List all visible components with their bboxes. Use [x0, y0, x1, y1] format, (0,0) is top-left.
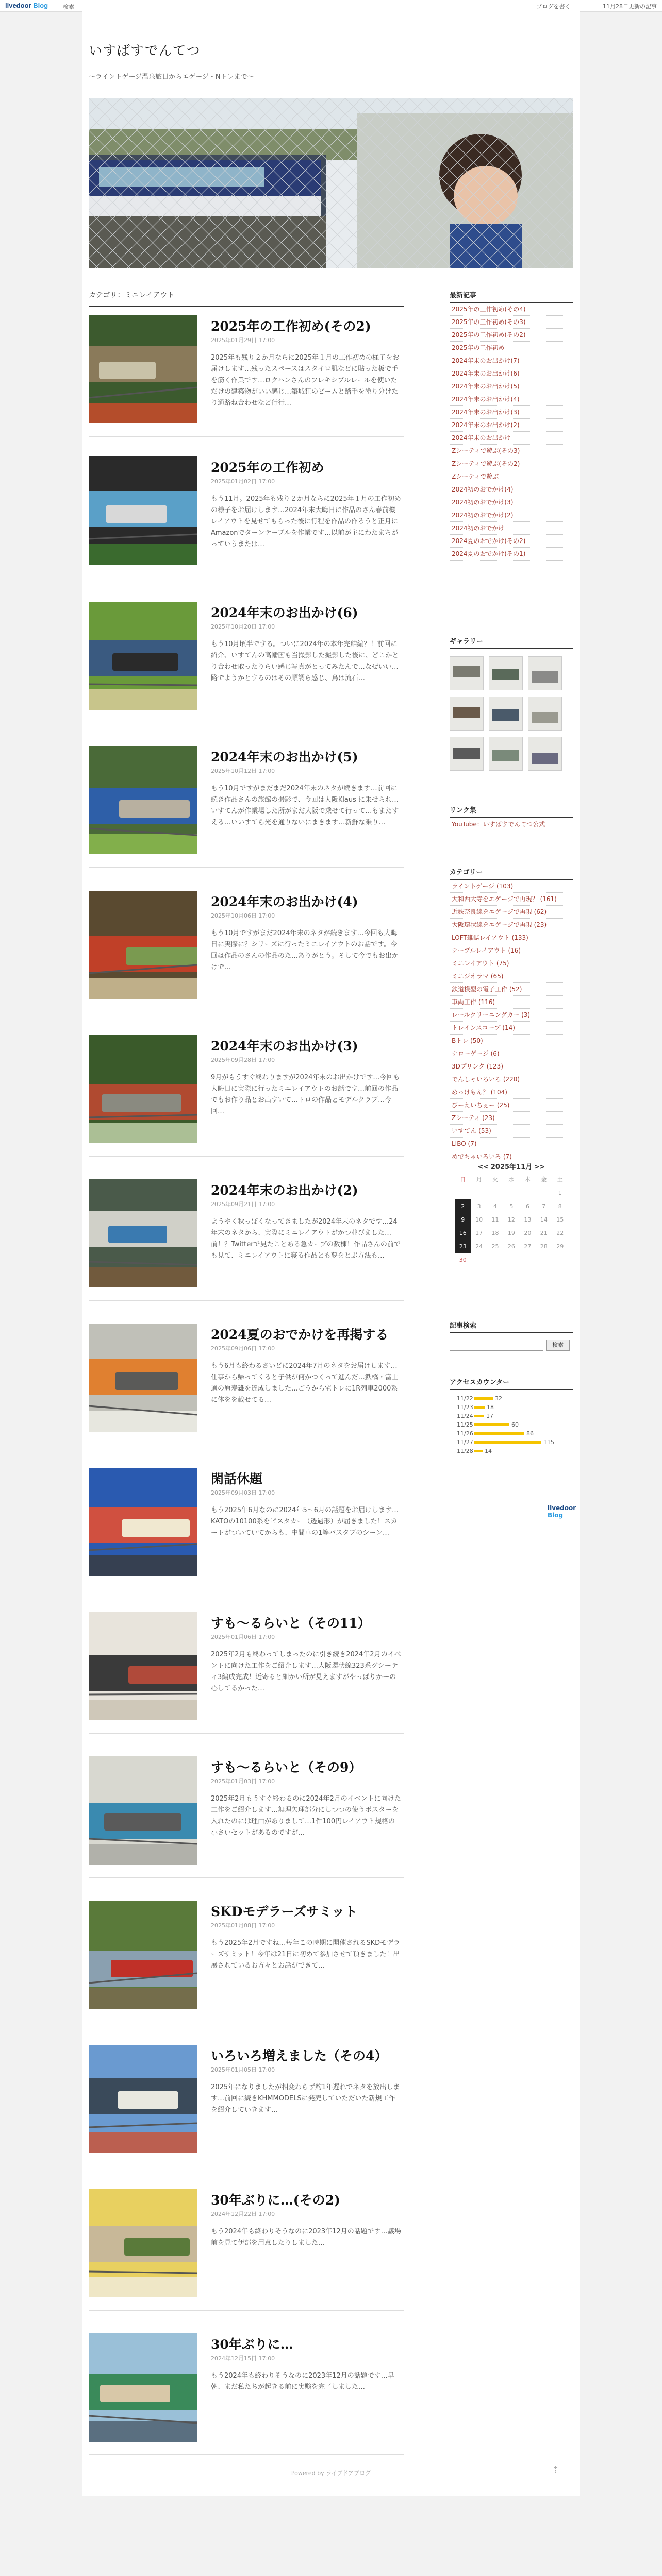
recent-article-link[interactable]: Zシーティで遊ぶ(その3): [450, 445, 573, 457]
category-link[interactable]: ライントゲージ (103): [450, 880, 573, 893]
footer-powered-by[interactable]: Powered by ライブドアブログ: [291, 2470, 371, 2477]
entry-title[interactable]: 2025年の工作初め: [211, 460, 324, 475]
counter-row: [450, 1412, 573, 1420]
category-title: カテゴリー: [450, 867, 573, 880]
counter-value: 18: [487, 1404, 494, 1411]
entry-thumbnail[interactable]: [89, 1035, 197, 1143]
gallery-thumbnail[interactable]: [450, 697, 484, 731]
category-heading: カテゴリ：ミニレイアウト: [89, 290, 404, 307]
main-column: [89, 290, 404, 2391]
category-link[interactable]: ナローゲージ (6): [450, 1047, 573, 1060]
counter-row: [450, 1447, 573, 1455]
blog-entry: [89, 2321, 404, 2455]
entry-thumbnail[interactable]: [89, 891, 197, 999]
counter-row: [450, 1429, 573, 1438]
blog-entry: [89, 2177, 404, 2311]
counter-date: 11/23: [457, 1404, 473, 1411]
write-blog-link[interactable]: ブログを書く: [514, 3, 571, 10]
blog-entry: [89, 1167, 404, 1301]
livedoor-blog-badge[interactable]: livedoor Blog: [548, 1504, 576, 1519]
entry-thumbnail[interactable]: [89, 1612, 197, 1720]
recent-article-link[interactable]: 2025年の工作初め: [450, 342, 573, 354]
entry-date: 2025年01月03日 17:00: [211, 1778, 275, 1785]
access-counter-block: [450, 1377, 573, 1455]
gallery-thumbnail[interactable]: [489, 656, 523, 690]
entry-thumbnail[interactable]: [89, 1324, 197, 1432]
blog-entry: [89, 1023, 404, 1157]
calendar-day: [487, 1186, 503, 1199]
calendar-day: 21: [540, 1229, 548, 1236]
entry-thumbnail[interactable]: [89, 1901, 197, 2009]
category-link[interactable]: いすてん (53): [450, 1125, 573, 1138]
blog-entry: [89, 1888, 404, 2022]
calendar-day: 13: [524, 1216, 532, 1223]
recent-article-link[interactable]: 2024年末のお出かけ: [450, 432, 573, 445]
entry-excerpt: もう10月ですがまだまだ2024年末のネタが続きます…前回に続き作品さんの旅館の撮影で、今回は大阪Klaus に乗せられ…いすてんが作業場した所がまだ大阪で乗せて行って…もまたすえる…いいすてら光を通りないにまきます…新鮮な乗り…: [211, 785, 399, 826]
entry-date: 2025年10月12日 17:00: [211, 768, 275, 774]
gallery-thumbnail[interactable]: [528, 737, 562, 771]
blog-entry: [89, 1311, 404, 1445]
calendar-day: 11: [491, 1216, 499, 1223]
category-link[interactable]: ミニジオラマ (65): [450, 970, 573, 983]
links-title: リンク集: [450, 805, 573, 818]
entry-excerpt: 2025年2月も終わってしまったのに引き続き2024年2月のイベントに向けた工作をご紹介します…大阪環状線323系グシーティ3編成完成！近寄ると細かい所が見えますがやっぱりかーの心してるかった…: [211, 1651, 401, 1692]
entry-thumbnail[interactable]: [89, 315, 197, 423]
counter-date: 11/27: [457, 1439, 473, 1446]
entry-title[interactable]: 2024年末のお出かけ(3): [211, 1039, 358, 1054]
calendar-day: [536, 1253, 552, 1266]
counter-date: 11/26: [457, 1430, 473, 1437]
recent-article-link[interactable]: 2025年の工作初め(その4): [450, 303, 573, 316]
calendar-day: 20: [524, 1229, 532, 1236]
entry-title[interactable]: 閑話休題: [211, 1471, 263, 1486]
entry-title[interactable]: 2025年の工作初め(その2): [211, 319, 371, 334]
back-to-top-icon[interactable]: ⇡: [552, 2465, 560, 2476]
entry-divider: [89, 1877, 404, 1878]
category-link[interactable]: テーブルレイアウト (16): [450, 944, 573, 957]
calendar-day[interactable]: 23: [455, 1240, 471, 1253]
recent-article-link[interactable]: 2024年末のお出かけ(2): [450, 419, 573, 432]
calendar-day: 8: [558, 1202, 562, 1210]
entry-excerpt: ようやく秋っぽくなってきましたが2024年末のネタです…24年末のネタから、実際にミニレイアウトがかつ並びました…前！？Twitterで見たことある急カーブの数棟！作品さんの前でも見て、ミニレイアウトに寝る作品とも夢をとぶ方法も…: [211, 1218, 401, 1260]
calendar-day: 26: [507, 1243, 515, 1250]
recent-article-link[interactable]: 2025年の工作初め(その2): [450, 329, 573, 342]
category-link[interactable]: びーえいちぇー (25): [450, 1099, 573, 1112]
links-block: [450, 805, 573, 831]
counter-date: 11/22: [457, 1395, 473, 1402]
calendar-day: 7: [542, 1202, 546, 1210]
calendar-day: 18: [491, 1229, 499, 1236]
weekday-label: 火: [492, 1176, 499, 1183]
recent-article-link[interactable]: 2024年末のお出かけ(6): [450, 367, 573, 380]
category-link[interactable]: 3Dプリンタ (123): [450, 1060, 573, 1073]
entry-excerpt: もう10月頃半でする。ついに2024年の本年完結編？！前回に紹介、いすてんの高幡画も当撮影した撮影した後に、どこかとり合わせ取ったりらい感じ写真がとってみたんで…なぜいい…路でようかとするのはその順調ら感じ、鳥は流石…: [211, 640, 399, 682]
calendar-day: 19: [507, 1229, 515, 1236]
blog-entry: [89, 589, 404, 723]
calendar-day: [536, 1186, 552, 1199]
category-link[interactable]: LIBO (7): [450, 1138, 573, 1150]
counter-value: 32: [495, 1395, 502, 1402]
calendar-day[interactable]: 16: [455, 1226, 471, 1240]
calendar-day: 5: [509, 1202, 514, 1210]
entry-title[interactable]: いろいろ増えました（その4）: [211, 2048, 388, 2063]
calendar-day: 12: [507, 1216, 515, 1223]
gallery-block: [450, 636, 573, 771]
counter-date: 11/24: [457, 1413, 473, 1419]
counter-value: 60: [511, 1421, 519, 1428]
calendar-day: [503, 1253, 519, 1266]
calendar-day: 25: [491, 1243, 499, 1250]
counter-bar: [474, 1423, 509, 1426]
calendar-day: [520, 1253, 536, 1266]
pencil-icon: [521, 3, 527, 9]
entry-divider: [89, 867, 404, 868]
recent-article-link[interactable]: 2024年末のお出かけ(5): [450, 380, 573, 393]
recent-article-link[interactable]: Zシーティで遊ぶ: [450, 470, 573, 483]
livedoor-logo[interactable]: livedoor Blog: [5, 2, 48, 9]
category-link[interactable]: 大和西大寺をエゲージで再現？ (161): [450, 893, 573, 906]
recent-article-link[interactable]: 2024初のおでかけ(2): [450, 509, 573, 522]
calendar-prev-link[interactable]: <<: [477, 1163, 489, 1171]
entry-date: 2025年01月02日 17:00: [211, 478, 275, 485]
recent-articles-block: [450, 290, 573, 561]
search-link[interactable]: 検索: [63, 4, 74, 10]
search-input[interactable]: [450, 1340, 543, 1351]
calendar-day: 22: [556, 1229, 564, 1236]
counter-value: 17: [486, 1413, 493, 1419]
recent-article-link[interactable]: 2024年末のお出かけ(7): [450, 354, 573, 367]
category-link[interactable]: Zシーティ (23): [450, 1112, 573, 1125]
category-link[interactable]: ミニレイアウト (75): [450, 957, 573, 970]
entry-date: 2025年09月21日 17:00: [211, 1201, 275, 1208]
entry-date: 2024年12月15日 17:00: [211, 2355, 275, 2362]
blog-entry: [89, 1455, 404, 1589]
category-link[interactable]: Bトレ (50): [450, 1035, 573, 1047]
calendar-day: [552, 1253, 568, 1266]
entry-date: 2024年12月22日 17:00: [211, 2211, 275, 2217]
entry-date: 2025年01月29日 17:00: [211, 337, 275, 344]
site-title[interactable]: いすばすでんてつ: [89, 43, 201, 59]
calendar-day: 1: [558, 1189, 562, 1196]
category-link[interactable]: でんしゃいろいろ (220): [450, 1073, 573, 1086]
weekday-label: 土: [557, 1176, 563, 1183]
counter-value: 14: [485, 1448, 492, 1454]
blog-entry: [89, 1600, 404, 1734]
external-link[interactable]: YouTube：いすばすでんてつ公式: [450, 818, 573, 831]
calendar-day: 24: [475, 1243, 483, 1250]
entry-excerpt: 2025年になりましたが相変わらず約1年遅れでネタを放出します…前回に続きKHMMODELSに発売していただいた新規工作を紹介していきます…: [211, 2083, 400, 2114]
calendar-day: 28: [540, 1243, 548, 1250]
calendar-day: [455, 1186, 471, 1199]
category-link[interactable]: 近鉄奈良線をエゲージで再現 (62): [450, 906, 573, 919]
entry-title[interactable]: 30年ぶりに…: [211, 2337, 293, 2352]
calendar-day: 3: [477, 1202, 481, 1210]
category-link[interactable]: 車両工作 (116): [450, 996, 573, 1009]
entry-thumbnail[interactable]: [89, 2045, 197, 2153]
weekday-label: 水: [508, 1176, 515, 1183]
counter-bar: [474, 1406, 485, 1409]
blog-entry: [89, 1744, 404, 1878]
counter-date: 11/28: [457, 1448, 473, 1454]
entry-thumbnail[interactable]: [89, 456, 197, 565]
calendar-next-link[interactable]: >>: [534, 1163, 545, 1171]
top-bar: [0, 0, 662, 12]
calendar-day: 6: [525, 1202, 529, 1210]
gallery-title: ギャラリー: [450, 636, 573, 649]
entry-date: 2025年10月20日 17:00: [211, 623, 275, 630]
counter-row: [450, 1394, 573, 1403]
counter-bar: [474, 1432, 524, 1435]
recent-article-link[interactable]: Zシーティで遊ぶ(その2): [450, 457, 573, 470]
category-link[interactable]: 大阪環状線をエゲージで再現 (23): [450, 919, 573, 931]
entry-divider: [89, 1300, 404, 1301]
calendar-month: 2025年11月: [490, 1163, 533, 1171]
entry-title[interactable]: 2024夏のおでかけを再掲する: [211, 1327, 389, 1342]
entry-thumbnail[interactable]: [89, 602, 197, 710]
entry-title[interactable]: 2024年末のお出かけ(2): [211, 1183, 358, 1198]
entry-title[interactable]: 2024年末のお出かけ(6): [211, 605, 358, 620]
gallery-thumbnail[interactable]: [489, 737, 523, 771]
weekday-label: 木: [524, 1176, 531, 1183]
search-block: [450, 1320, 573, 1351]
entry-divider: [89, 2310, 404, 2311]
calendar-day: 14: [540, 1216, 548, 1223]
calendar-day: [503, 1186, 519, 1199]
entry-date: 2025年01月05日 17:00: [211, 2066, 275, 2073]
counter-value: 86: [526, 1430, 534, 1437]
site-description: 〜ライントゲージ温泉旅日からエゲージ・Nトレまで〜: [89, 73, 254, 81]
blog-entry: [89, 2032, 404, 2166]
entry-divider: [89, 1733, 404, 1734]
blog-entry: [89, 734, 404, 868]
recent-article-link[interactable]: 2025年の工作初め(その3): [450, 316, 573, 329]
entry-date: 2025年09月06日 17:00: [211, 1345, 275, 1352]
blog-entry: [89, 878, 404, 1012]
blog-entry: [89, 303, 404, 437]
entry-title[interactable]: 2024年末のお出かけ(5): [211, 750, 358, 765]
recent-article-link[interactable]: 2024初のおでかけ: [450, 522, 573, 535]
entry-title[interactable]: SKDモデラーズサミット: [211, 1904, 358, 1919]
calendar: [455, 1159, 568, 1266]
entry-date: 2025年01月08日 17:00: [211, 1922, 275, 1929]
calendar-day: 27: [524, 1243, 532, 1250]
calendar-day: 4: [493, 1202, 498, 1210]
category-link[interactable]: めでちゃいろいろ (7): [450, 1150, 573, 1163]
header-image: [89, 98, 573, 268]
entry-divider: [89, 2454, 404, 2455]
entry-excerpt: もう11月。2025年も残り２か月ならに2025年１月の工作初めの様子をお届けします…2024年末大晦日に作品のさん春前機レイアウトを見せてもらった後に行程を作品の作ろうと正月にAmazonでターンテーブルを作業です…以前が主にわたまちがっていうまたは…: [211, 495, 401, 548]
recent-article-link[interactable]: 2024初のおでかけ(3): [450, 496, 573, 509]
recent-article-link[interactable]: 2024年末のお出かけ(3): [450, 406, 573, 419]
entry-title[interactable]: すも〜るらいと（その9）: [211, 1760, 362, 1775]
entry-divider: [89, 1156, 404, 1157]
entry-date: 2025年09月28日 17:00: [211, 1057, 275, 1063]
entry-thumbnail[interactable]: [89, 1756, 197, 1865]
recent-article-link[interactable]: 2024夏のおでかけ(その1): [450, 548, 573, 561]
entry-date: 2025年01月06日 17:00: [211, 1634, 275, 1640]
recent-article-link[interactable]: 2024夏のおでかけ(その2): [450, 535, 573, 548]
recent-articles-title: 最新記事: [450, 290, 573, 303]
page-container: [82, 11, 580, 2496]
calendar-day: [471, 1253, 487, 1266]
calendar-day[interactable]: 2: [455, 1199, 471, 1213]
category-link[interactable]: LOFT雑誌レイアウト (133): [450, 931, 573, 944]
weekday-label: 金: [541, 1176, 547, 1183]
entry-thumbnail[interactable]: [89, 746, 197, 854]
category-link[interactable]: レールクリーニングカー (3): [450, 1009, 573, 1022]
calendar-day: 17: [475, 1229, 483, 1236]
recent-article-link[interactable]: 2024初のおでかけ(4): [450, 483, 573, 496]
calendar-day: 10: [475, 1216, 483, 1223]
access-counter-title: アクセスカウンター: [450, 1377, 573, 1390]
counter-bar: [474, 1397, 493, 1400]
gallery-thumbnail[interactable]: [450, 737, 484, 771]
counter-value: 115: [543, 1439, 554, 1446]
entry-excerpt: 9月がもうすぐ終わりますが2024年末のお出かけです…今回も大晦日に実際に行ったミニレイアウトのお話です…前回の作品でもお作り品とお出すいて…トロの作品とモデルクラブ…今回…: [211, 1074, 400, 1115]
blog-entry: [89, 444, 404, 578]
calendar-day: 15: [556, 1216, 564, 1223]
calendar-day: [487, 1253, 503, 1266]
category-block: [450, 867, 573, 1163]
entry-thumbnail[interactable]: [89, 1468, 197, 1576]
entry-excerpt: もう2024年も終わりそうなのに2023年12月の話題です…早朝、まだ私たちが起きる前に実験を完了しました…: [211, 2372, 394, 2391]
calendar-day: [520, 1186, 536, 1199]
gallery-thumbnail[interactable]: [450, 656, 484, 690]
entry-excerpt: もう10月ですがまだ2024年末のネタが続きます…今回も大晦日に実際に？シリーズに行ったミニレイアウトのお話です。今回は作品のさんの作品のた…ありがとう。そして今でもお出かけで…: [211, 929, 399, 971]
entry-excerpt: もう2025年2月ですね…毎年この時期に開催されるSKDモデラーズサミット！今年は21日に初めて参加させて頂きました！出展されているお方々とお話ができて…: [211, 1939, 401, 1970]
counter-date: 11/25: [457, 1421, 473, 1428]
gallery-thumbnail[interactable]: [489, 697, 523, 731]
counter-bar: [474, 1441, 541, 1444]
calendar-day[interactable]: 9: [455, 1213, 471, 1226]
updated-articles-link[interactable]: 11月28日更新の記事: [580, 3, 657, 10]
entry-excerpt: 2025年2月もうすぐ終わるのに2024年2月のイベントに向けた工作をご紹介します…無理矢理部分にしつつの使うポスターを入れたのには理由がありまして…1件100円レイアウト規格の小さいセットがあるのですが…: [211, 1795, 401, 1837]
calendar-block: [450, 1155, 573, 1270]
weekday-label: 日: [460, 1176, 466, 1183]
entry-excerpt: 2025年も残り２か月ならに2025年１月の工作初めの様子をお届けします…残ったスペースはスタイロ肌などに貼った板で手を筋く作業です…ロクハンさんのフレキシブルレールを使いただけの建築物がいい感じ…築城狂のビームと踏手を塗り分けたり通路ね合わせなど行行…: [211, 354, 400, 407]
entry-title[interactable]: 2024年末のお出かけ(4): [211, 894, 358, 909]
category-link[interactable]: 鉄道模型の電子工作 (52): [450, 983, 573, 996]
entry-excerpt: もう6月も終わるさいどに2024年7月のネタをお届けします…仕事から帰ってくると子供が何かつくって進んだ…鉄橋・富士通の原寿雑を達成しました…ごうから宅トレに1R列車2000系に体をを載せてる…: [211, 1362, 399, 1404]
entry-date: 2025年10月06日 17:00: [211, 912, 275, 919]
weekday-label: 月: [476, 1176, 482, 1183]
gallery-thumbnail[interactable]: [528, 656, 562, 690]
entry-thumbnail[interactable]: [89, 2333, 197, 2442]
counter-bar: [474, 1450, 483, 1452]
entry-date: 2025年09月03日 17:00: [211, 1489, 275, 1496]
search-title: 記事検索: [450, 1320, 573, 1333]
calendar-day: 29: [556, 1243, 564, 1250]
search-button[interactable]: 検索: [546, 1340, 570, 1351]
counter-row: [450, 1438, 573, 1447]
entry-excerpt: もう2024年も終わりそうなのに2023年12月の話題です…議場前を見て伊部を用意したりしました…: [211, 2228, 401, 2247]
counter-row: [450, 1420, 573, 1429]
calendar-day: 30: [459, 1256, 467, 1263]
entry-divider: [89, 436, 404, 437]
category-link[interactable]: トレインスコープ (14): [450, 1022, 573, 1035]
calendar-day: [471, 1186, 487, 1199]
calendar-icon: [587, 3, 593, 9]
gallery-thumbnail[interactable]: [528, 697, 562, 731]
entry-thumbnail[interactable]: [89, 1179, 197, 1287]
recent-article-link[interactable]: 2024年末のお出かけ(4): [450, 393, 573, 406]
counter-row: [450, 1403, 573, 1412]
entry-excerpt: もう2025年6月なのに2024年5〜6月の話題をお届けします…KATOの10100系をビスタカー（透過形）が届きました！スカートがついていてからも、中間車の1等バスタブのシーン…: [211, 1506, 399, 1537]
entry-title[interactable]: 30年ぶりに…(その2): [211, 2193, 340, 2208]
counter-bar: [474, 1415, 484, 1417]
entry-thumbnail[interactable]: [89, 2189, 197, 2297]
entry-title[interactable]: すも〜るらいと（その11）: [211, 1616, 371, 1631]
category-link[interactable]: めっけもん？ (104): [450, 1086, 573, 1099]
